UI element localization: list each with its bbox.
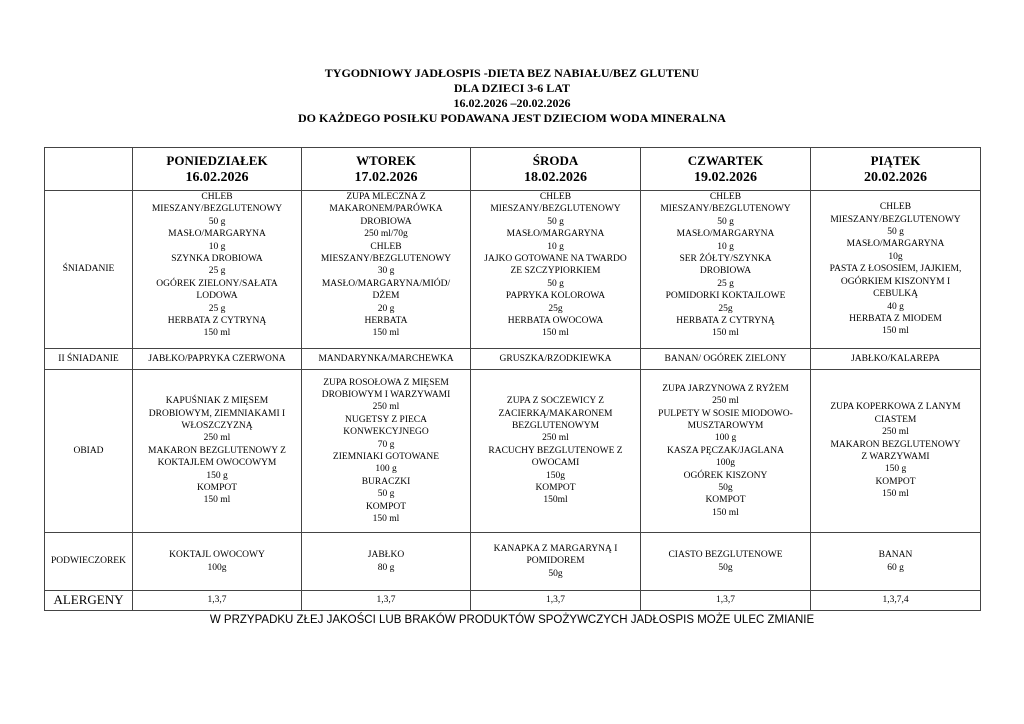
menu-line: 50 g xyxy=(208,216,226,227)
menu-line: 250 ml xyxy=(542,433,569,444)
menu-line: ZUPA Z SOCZEWICY Z xyxy=(506,396,605,407)
menu-line: GRUSZKA/RZODKIEWKA xyxy=(499,353,612,364)
menu-line: MIESZANY/BEZGLUTENOWY xyxy=(830,214,961,225)
menu-line: 150 ml xyxy=(712,507,739,518)
day-name: WTOREK xyxy=(356,152,416,168)
day-header-thursday xyxy=(641,148,811,191)
menu-line: HERBATA Z CYTRYNĄ xyxy=(676,316,775,327)
menu-line: BANAN xyxy=(878,550,913,561)
menu-line: KANAPKA Z MARGARYNĄ I xyxy=(493,543,618,554)
menu-line: DROBIOWA xyxy=(360,216,412,227)
meal-label: OBIAD xyxy=(45,370,133,533)
menu-line: 100 g xyxy=(375,464,397,475)
menu-line: 50g xyxy=(718,483,733,494)
menu-line: OWOCAMI xyxy=(531,458,580,469)
menu-line: ZUPA ROSOŁOWA Z MIĘSEM xyxy=(323,377,449,388)
meal-cell-friday xyxy=(811,349,981,370)
menu-line: MASŁO/MARGARYNA xyxy=(846,239,945,250)
menu-line: 80 g xyxy=(377,562,395,573)
menu-line: MAKARON BEZGLUTENOWY Z xyxy=(148,445,286,456)
allergens-label: ALERGENY xyxy=(45,591,133,611)
menu-line: 50 g xyxy=(377,489,395,500)
menu-line: PULPETY W SOSIE MIODOWO- xyxy=(658,408,793,419)
menu-line: 150 g xyxy=(206,470,228,481)
header-age-group: DLA DZIECI 3-6 LAT xyxy=(453,81,571,95)
menu-line: 150 ml xyxy=(712,328,739,339)
day-name: PIĄTEK xyxy=(870,152,921,168)
footer-note: W PRZYPADKU ZŁEJ JAKOŚCI LUB BRAKÓW PRODUKTÓW SPOŻYWCZYCH JADŁOSPIS MOŻE ULEC ZMIANIE xyxy=(209,614,815,626)
menu-line: OGÓRKIEM KISZONYM I xyxy=(840,276,951,287)
menu-line: 150 ml xyxy=(882,489,909,500)
menu-line: 150 ml xyxy=(882,326,909,337)
menu-line: POMIDOREM xyxy=(526,556,585,567)
menu-line: WŁOSZCZYZNĄ xyxy=(181,420,253,431)
day-header-wednesday xyxy=(471,148,641,191)
menu-line: MASŁO/MARGARYNA xyxy=(168,229,266,240)
menu-line: 150 ml xyxy=(372,514,400,525)
menu-line: BURACZKI xyxy=(361,476,411,487)
menu-line: KOMPOT xyxy=(365,501,407,512)
meal-label: II ŚNIADANIE xyxy=(45,349,133,370)
menu-table xyxy=(44,147,981,611)
menu-line: MASŁO/MARGARYNA xyxy=(506,229,605,240)
menu-line: KASZA PĘCZAK/JAGLANA xyxy=(667,445,784,456)
menu-line: 10 g xyxy=(547,241,564,252)
menu-line: KOMPOT xyxy=(535,483,576,494)
day-date: 20.02.2026 xyxy=(864,169,927,185)
header-water-note: DO KAŻDEGO POSIŁKU PODAWANA JEST DZIECIOM WODA MINERALNA xyxy=(298,111,726,125)
menu-line: 50g xyxy=(548,568,563,579)
menu-line: 250 ml xyxy=(882,427,909,438)
menu-line: KAPUŚNIAK Z MIĘSEM xyxy=(165,396,269,407)
menu-line: 40 g xyxy=(887,301,904,312)
day-name: PONIEDZIAŁEK xyxy=(166,152,268,168)
day-name: ŚRODA xyxy=(532,152,579,168)
day-header-tuesday xyxy=(302,148,471,191)
menu-line: 50 g xyxy=(887,227,904,238)
day-header-monday xyxy=(133,148,302,191)
menu-line: JABŁKO/KALAREPA xyxy=(851,353,940,364)
day-date: 18.02.2026 xyxy=(524,169,587,185)
meal-cell-monday xyxy=(133,191,302,349)
meal-row-obiad xyxy=(45,370,981,533)
menu-line: CIASTEM xyxy=(874,414,917,425)
menu-line: PASTA Z ŁOSOSIEM, JAJKIEM, xyxy=(829,264,962,275)
menu-line: 50 g xyxy=(547,278,564,289)
menu-line: 10 g xyxy=(717,241,734,252)
menu-line: 30 g xyxy=(377,266,395,277)
menu-line: OGÓREK KISZONY xyxy=(683,470,768,481)
menu-line: KOKTAJLEM OWOCOWYM xyxy=(157,458,277,469)
menu-line: CIASTO BEZGLUTENOWE xyxy=(668,550,783,561)
menu-line: 50 g xyxy=(717,216,734,227)
meal-cell-tuesday xyxy=(302,191,471,349)
menu-line: BANAN/ OGÓREK ZIELONY xyxy=(664,353,787,364)
menu-line: DROBIOWYM, ZIEMNIAKAMI I xyxy=(148,408,286,419)
allergens-tuesday: 1,3,7 xyxy=(302,591,471,611)
meal-cell-thursday xyxy=(641,191,811,349)
menu-line: 100g xyxy=(716,458,735,469)
menu-line: ZIEMNIAKI GOTOWANE xyxy=(332,452,440,462)
menu-line: MASŁO/MARGARYNA xyxy=(676,229,775,240)
menu-line: 25g xyxy=(548,303,563,314)
menu-line: CHLEB xyxy=(709,192,742,202)
menu-line: ZUPA KOPERKOWA Z LANYM xyxy=(830,402,961,413)
meal-row-podwieczorek xyxy=(45,533,981,591)
menu-line: HERBATA Z CYTRYNĄ xyxy=(167,316,267,327)
menu-line: LODOWA xyxy=(196,291,238,302)
meal-cell-tuesday xyxy=(302,533,471,591)
menu-line: DROBIOWYM I WARZYWAMI xyxy=(321,389,451,400)
meal-cell-tuesday xyxy=(302,370,471,533)
day-date: 17.02.2026 xyxy=(354,169,418,185)
meal-row-sniadanie xyxy=(45,191,981,349)
day-date: 19.02.2026 xyxy=(694,169,757,185)
menu-line: RACUCHY BEZGLUTENOWE Z xyxy=(488,445,623,456)
allergens-row xyxy=(45,591,981,611)
menu-line: KOMPOT xyxy=(875,476,916,487)
menu-line: JABŁKO/PAPRYKA CZERWONA xyxy=(148,353,286,364)
menu-line: 250 ml xyxy=(203,433,231,444)
allergens-monday: 1,3,7 xyxy=(133,591,302,611)
menu-line: 10g xyxy=(888,251,903,262)
meal-label: PODWIECZOREK xyxy=(45,533,133,591)
menu-line: OGÓREK ZIELONY/SAŁATA xyxy=(156,278,278,289)
menu-line: 100 g xyxy=(714,433,737,444)
allergens-friday: 1,3,7,4 xyxy=(811,591,981,611)
meal-cell-monday xyxy=(133,533,302,591)
menu-line: MIESZANY/BEZGLUTENOWY xyxy=(660,204,791,215)
menu-line: HERBATA Z MIODEM xyxy=(849,313,942,324)
menu-line: 150ml xyxy=(543,495,568,506)
meal-label: ŚNIADANIE xyxy=(45,191,133,349)
menu-line: JAJKO GOTOWANE NA TWARDO xyxy=(484,254,627,265)
menu-line: HERBATA OWOCOWA xyxy=(507,316,604,327)
meal-cell-wednesday xyxy=(471,370,641,533)
day-header-friday xyxy=(811,148,981,191)
menu-line: DŻEM xyxy=(372,291,400,302)
menu-line: CHLEB xyxy=(879,202,912,213)
menu-line: 100g xyxy=(207,562,227,573)
meal-row-ii-sniadanie xyxy=(45,349,981,370)
allergens-thursday: 1,3,7 xyxy=(641,591,811,611)
meal-cell-friday xyxy=(811,191,981,349)
menu-line: 25 g xyxy=(208,266,226,277)
meal-cell-wednesday xyxy=(471,349,641,370)
menu-line: ZACIERKĄ/MAKARONEM xyxy=(498,408,613,419)
meal-cell-monday xyxy=(133,349,302,370)
menu-line: 50g xyxy=(718,562,733,573)
menu-line: 150 ml xyxy=(203,328,231,339)
menu-line: MAKARON BEZGLUTENOWY xyxy=(830,439,961,450)
menu-line: DROBIOWA xyxy=(699,266,752,277)
menu-line: SER ŻÓŁTY/SZYNKA xyxy=(679,254,772,265)
menu-line: 150g xyxy=(546,470,565,481)
menu-line: CHLEB xyxy=(370,241,402,252)
menu-line: MASŁO/MARGARYNA/MIÓD/ xyxy=(321,278,451,289)
menu-line: 150 ml xyxy=(542,328,569,339)
menu-line: MIESZANY/BEZGLUTENOWY xyxy=(490,204,621,215)
menu-line: KONWEKCYJNEGO xyxy=(343,427,429,438)
menu-line: Z WARZYWAMI xyxy=(861,452,930,462)
menu-line: 70 g xyxy=(377,439,395,450)
menu-line: MANDARYNKA/MARCHEWKA xyxy=(318,353,454,364)
meal-cell-thursday xyxy=(641,370,811,533)
menu-line: 50 g xyxy=(547,216,564,227)
meal-cell-thursday xyxy=(641,533,811,591)
document-header xyxy=(0,66,1024,126)
menu-line: 25 g xyxy=(717,278,734,289)
menu-line: MUSZTAROWYM xyxy=(687,420,764,431)
menu-line: KOMPOT xyxy=(705,495,746,506)
header-title: TYGODNIOWY JADŁOSPIS -DIETA BEZ NABIAŁU/BEZ GLUTENU xyxy=(324,66,700,80)
menu-line: 20 g xyxy=(377,303,395,314)
header-date-range: 16.02.2026 –20.02.2026 xyxy=(453,96,571,110)
meal-cell-wednesday xyxy=(471,191,641,349)
menu-line: 10 g xyxy=(208,241,226,252)
menu-line: 250 ml xyxy=(712,396,739,407)
menu-line: 60 g xyxy=(887,562,904,573)
menu-line: 150 ml xyxy=(203,495,231,506)
day-date: 16.02.2026 xyxy=(185,169,249,185)
menu-line: ZUPA JARZYNOWA Z RYŻEM xyxy=(662,383,789,394)
menu-line: PAPRYKA KOLOROWA xyxy=(505,291,606,302)
day-name: CZWARTEK xyxy=(687,152,764,168)
menu-line: CHLEB xyxy=(201,192,233,202)
menu-line: 25 g xyxy=(208,303,226,314)
meal-cell-wednesday xyxy=(471,533,641,591)
menu-line: ZUPA MLECZNA Z xyxy=(346,192,426,202)
menu-line: JABŁKO xyxy=(367,550,405,561)
menu-line: 250 ml/70g xyxy=(364,229,408,240)
menu-line: 25g xyxy=(718,303,733,314)
menu-line: 150 ml xyxy=(372,328,400,339)
meal-cell-friday xyxy=(811,370,981,533)
corner-cell xyxy=(45,148,133,191)
menu-line: POMIDORKI KOKTAJLOWE xyxy=(665,291,786,302)
meal-cell-monday xyxy=(133,370,302,533)
menu-line: KOKTAJL OWOCOWY xyxy=(169,550,265,561)
allergens-wednesday: 1,3,7 xyxy=(471,591,641,611)
menu-line: HERBATA xyxy=(364,316,408,327)
menu-line: MIESZANY/BEZGLUTENOWY xyxy=(320,254,452,265)
menu-line: BEZGLUTENOWYM xyxy=(511,420,600,431)
menu-line: KOMPOT xyxy=(196,483,238,494)
menu-line: ZE SZCZYPIORKIEM xyxy=(510,266,601,277)
menu-line: SZYNKA DROBIOWA xyxy=(171,254,263,265)
day-header-row xyxy=(45,148,981,191)
meal-cell-thursday xyxy=(641,349,811,370)
meal-cell-tuesday xyxy=(302,349,471,370)
menu-line: NUGETSY Z PIECA xyxy=(345,414,427,425)
menu-line: 150 g xyxy=(884,464,907,475)
meal-cell-friday xyxy=(811,533,981,591)
menu-line: MAKARONEM/PARÓWKA xyxy=(329,204,443,215)
menu-line: MIESZANY/BEZGLUTENOWY xyxy=(151,204,283,215)
menu-line: CEBULKĄ xyxy=(873,289,918,300)
menu-line: 250 ml xyxy=(372,402,400,413)
menu-line: CHLEB xyxy=(539,192,572,202)
